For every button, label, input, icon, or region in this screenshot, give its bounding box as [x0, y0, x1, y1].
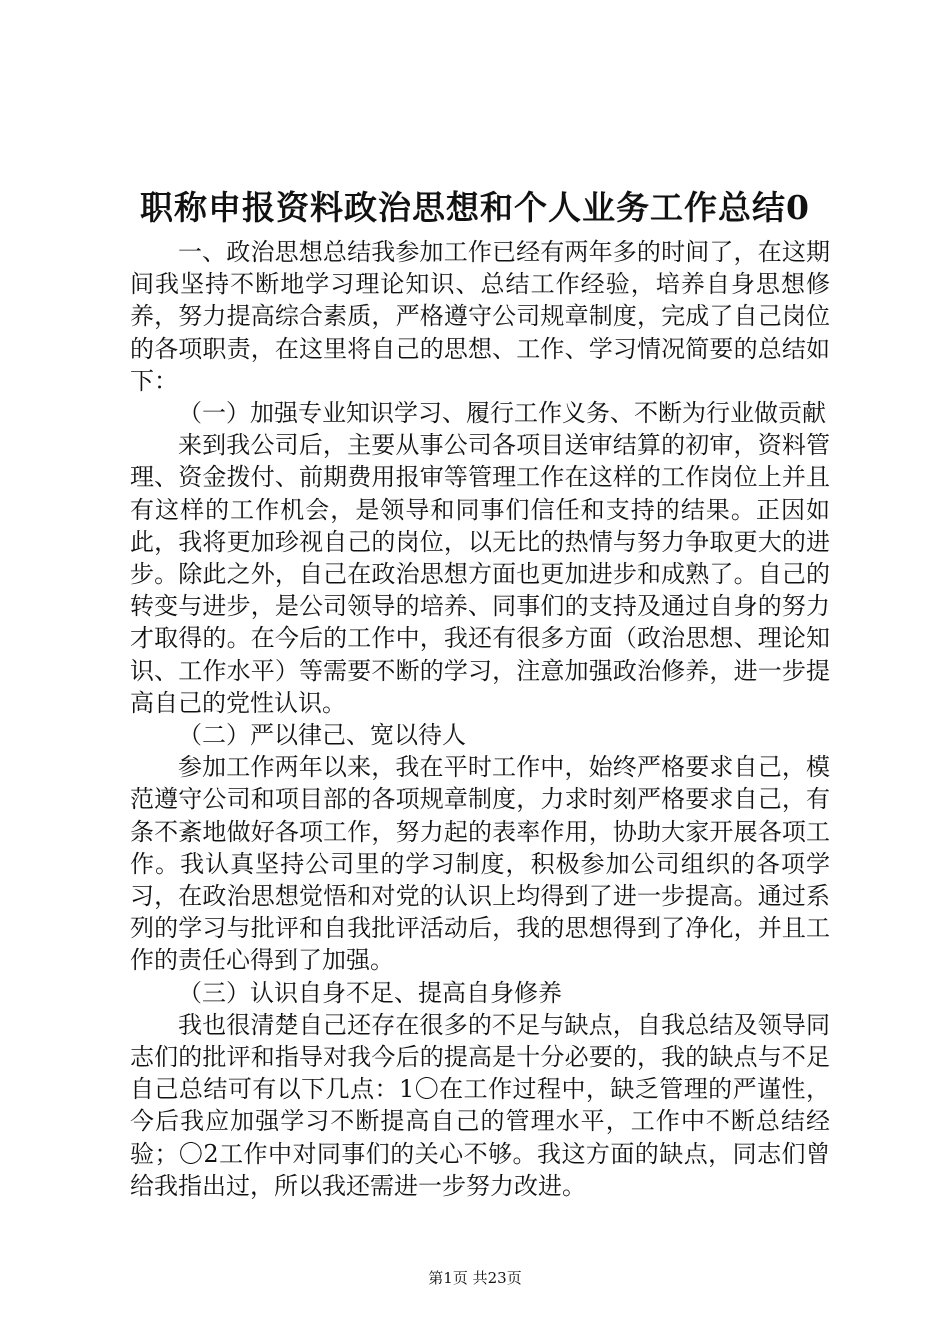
page-number-footer: 第1页 共23页 — [428, 1269, 522, 1287]
document-title: 职称申报资料政治思想和个人业务工作总结0 — [140, 188, 810, 227]
paragraph-intro: 一、政治思想总结我参加工作已经有两年多的时间了，在这期间我坚持不断地学习理论知识、总结工作经验，培养自身思想修养，努力提高综合素质，严格遵守公司规章制度，完成了自己岗位的各项职责，在这里将自己的思想、工作、学习情况简要的总结如下： — [130, 238, 830, 395]
paragraph-section-1: 来到我公司后，主要从事公司各项目送审结算的初审，资料管理、资金拨付、前期费用报审等管理工作在这样的工作岗位上并且有这样的工作机会，是领导和同事们信任和支持的结果。正因如此，我将更加珍视自己的岗位，以无比的热情与努力争取更大的进步。除此之外，自己在政治思想方面也更加进步和成熟了。自己的转变与进步，是公司领导的培养、同事们的支持及通过自身的努力才取得的。在今后的工作中，我还有很多方面（政治思想、理论知识、工作水平）等需要不断的学习，注意加强政治修养，进一步提高自己的党性认识。 — [130, 431, 830, 717]
paragraph-section-2: 参加工作两年以来，我在平时工作中，始终严格要求自己，模范遵守公司和项目部的各项规章制度，力求时刻严格要求自己，有条不紊地做好各项工作，努力起的表率作用，协助大家开展各项工作。我认真坚持公司里的学习制度，积极参加公司组织的各项学习，在政治思想觉悟和对党的认识上均得到了进一步提高。通过系列的学习与批评和自我批评活动后，我的思想得到了净化，并且工作的责任心得到了加强。 — [130, 753, 830, 975]
document-body — [130, 236, 830, 1202]
section-heading-1: （一）加强专业知识学习、履行工作义务、不断为行业做贡献 — [178, 399, 826, 428]
paragraph-section-3: 我也很清楚自己还存在很多的不足与缺点，自我总结及领导同志们的批评和指导对我今后的提高是十分必要的，我的缺点与不足自己总结可有以下几点：1〇在工作过程中，缺乏管理的严谨性，今后我应加强学习不断提高自己的管理水平，工作中不断总结经验；〇2工作中对同事们的关心不够。我这方面的缺点，同志们曾给我指出过，所以我还需进一步努力改进。 — [130, 1010, 830, 1200]
section-heading-3: （三）认识自身不足、提高自身修养 — [178, 978, 562, 1007]
section-heading-2: （二）严以律己、宽以待人 — [178, 721, 466, 750]
